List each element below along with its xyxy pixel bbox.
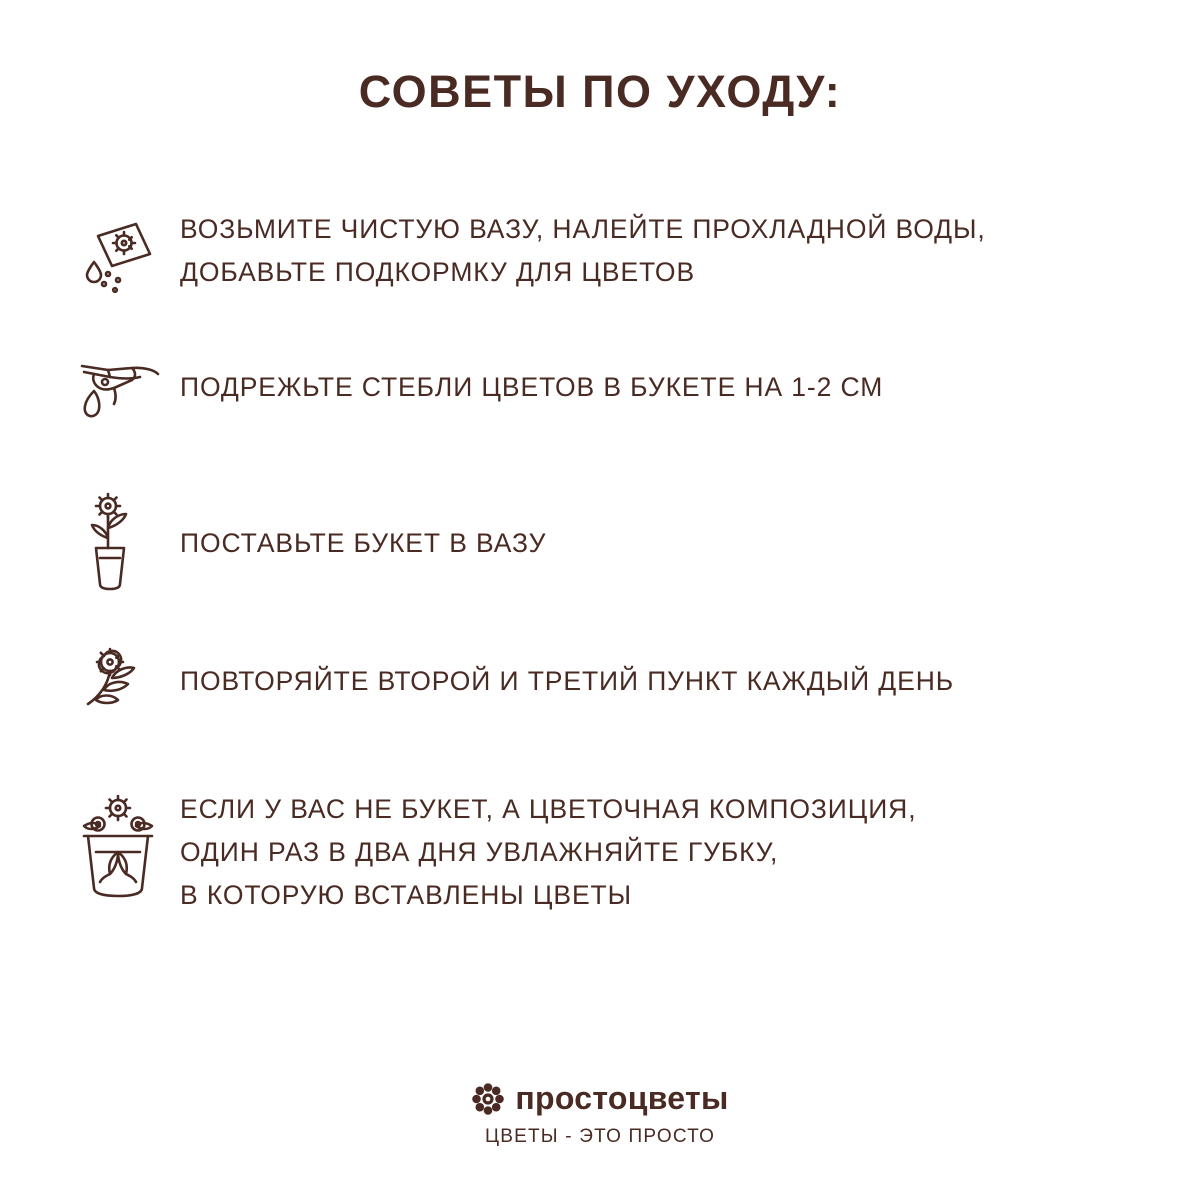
- pruning-shears-icon: [60, 346, 180, 438]
- brand-tagline: ЦВЕТЫ - ЭТО ПРОСТО: [484, 1126, 716, 1147]
- list-item: [60, 638, 1140, 738]
- list-item-text: [180, 346, 1140, 409]
- tip-line: ОДИН РАЗ В ДВА ДНЯ УВЛАЖНЯЙТЕ ГУБКУ,: [180, 836, 779, 867]
- list-item-text: [180, 492, 1140, 565]
- tip-line: ДОБАВЬТЕ ПОДКОРМКУ ДЛЯ ЦВЕТОВ: [180, 256, 696, 287]
- list-item-text: [180, 786, 1140, 917]
- tip-line: ПОДРЕЖЬТЕ СТЕБЛИ ЦВЕТОВ В БУКЕТЕ НА 1-2 СМ: [180, 372, 884, 402]
- list-item-text: [180, 204, 1140, 294]
- tips-list: [60, 204, 1140, 917]
- flower-logo-icon: [471, 1082, 505, 1116]
- tip-line: ПОСТАВЬТЕ БУКЕТ В ВАЗУ: [180, 528, 547, 558]
- tip-line: ВОЗЬМИТЕ ЧИСТУЮ ВАЗУ, НАЛЕЙТЕ ПРОХЛАДНОЙ ВОДЫ,: [180, 214, 986, 244]
- footer: [0, 1080, 1200, 1148]
- list-item: [60, 492, 1140, 592]
- list-item: [60, 346, 1140, 446]
- flower-food-packet-icon: [60, 204, 180, 302]
- list-item: [60, 786, 1140, 917]
- tip-line: ПОВТОРЯЙТЕ ВТОРОЙ И ТРЕТИЙ ПУНКТ КАЖДЫЙ ДЕНЬ: [180, 666, 955, 696]
- brand-name: простоцветы: [515, 1080, 729, 1116]
- flower-in-vase-icon: [60, 492, 180, 592]
- page-title: СОВЕТЫ ПО УХОДУ:: [358, 66, 842, 117]
- flower-basket-icon: [60, 786, 180, 904]
- list-item: [60, 204, 1140, 304]
- list-item-text: [180, 638, 1140, 703]
- tip-line: ЕСЛИ У ВАС НЕ БУКЕТ, А ЦВЕТОЧНАЯ КОМПОЗИЦИЯ,: [180, 794, 917, 824]
- tip-line: В КОТОРУЮ ВСТАВЛЕНЫ ЦВЕТЫ: [180, 879, 632, 910]
- flower-sprig-icon: [60, 638, 180, 730]
- brand-logo: [471, 1080, 728, 1117]
